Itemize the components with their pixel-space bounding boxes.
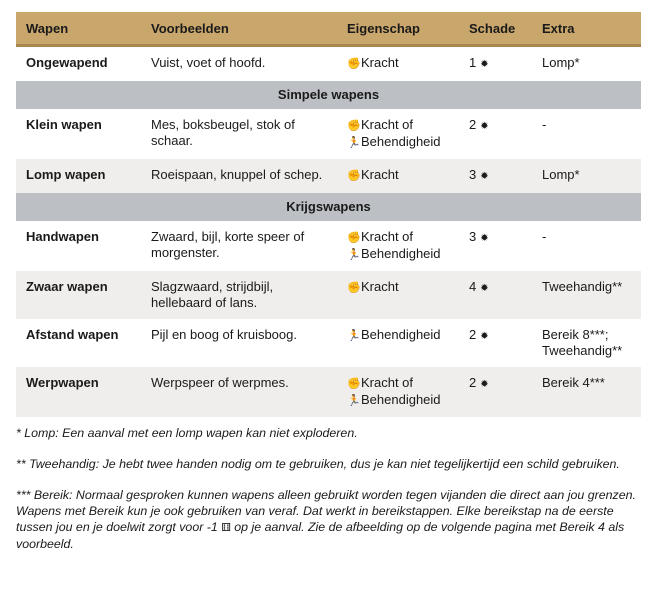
weapon-damage: 3 ✹ <box>459 221 532 271</box>
weapon-extra: Bereik 8***; Tweehandig** <box>532 319 641 367</box>
weapon-name: Lomp wapen <box>16 159 141 193</box>
footnote-tweehandig: ** Tweehandig: Je hebt twee handen nodig om te gebruiken, dus je kan niet tegelijkertijd een schild gebruiken. <box>16 457 620 471</box>
weapon-examples: Roeispaan, knuppel of schep. <box>141 159 337 193</box>
damage-splash-icon: ✹ <box>480 171 489 182</box>
damage-splash-icon: ✹ <box>480 283 489 294</box>
weapon-property: ✊Kracht of 🏃Behendigheid <box>337 109 459 159</box>
weapon-table-container <box>16 12 641 417</box>
fist-icon: ✊ <box>347 282 361 294</box>
header-extra: Extra <box>532 12 641 46</box>
table-row <box>16 221 641 271</box>
weapon-examples: Slagzwaard, strijdbijl, hellebaard of lans. <box>141 271 337 319</box>
weapon-name: Ongewapend <box>16 46 141 82</box>
weapon-examples: Mes, boksbeugel, stok of schaar. <box>141 109 337 159</box>
header-wapen: Wapen <box>16 12 141 46</box>
header-eigenschap: Eigenschap <box>337 12 459 46</box>
damage-splash-icon: ✹ <box>480 59 489 70</box>
fist-icon: ✊ <box>347 378 361 390</box>
damage-splash-icon: ✹ <box>480 121 489 132</box>
weapon-name: Zwaar wapen <box>16 271 141 319</box>
fist-icon: ✊ <box>347 232 361 244</box>
weapon-extra: Lomp* <box>532 159 641 193</box>
running-figure-icon: 🏃 <box>347 395 361 407</box>
weapon-property: 🏃Behendigheid <box>337 319 459 367</box>
weapon-examples: Vuist, voet of hoofd. <box>141 46 337 82</box>
weapon-damage: 2 ✹ <box>459 319 532 367</box>
weapon-damage: 3 ✹ <box>459 159 532 193</box>
weapon-extra: Lomp* <box>532 46 641 82</box>
table-header-row <box>16 12 641 46</box>
fist-icon: ✊ <box>347 58 361 70</box>
running-figure-icon: 🏃 <box>347 137 361 149</box>
running-figure-icon: 🏃 <box>347 330 361 342</box>
header-schade: Schade <box>459 12 532 46</box>
table-row <box>16 319 641 367</box>
table-row <box>16 159 641 193</box>
weapon-extra: - <box>532 221 641 271</box>
table-row <box>16 46 641 82</box>
weapon-damage: 2 ✹ <box>459 109 532 159</box>
section-title: Simpele wapens <box>16 81 641 109</box>
weapon-name: Klein wapen <box>16 109 141 159</box>
die-icon: ⚅ <box>221 522 231 534</box>
header-voorbeelden: Voorbeelden <box>141 12 337 46</box>
weapon-name: Werpwapen <box>16 367 141 417</box>
weapon-extra: Bereik 4*** <box>532 367 641 417</box>
weapon-name: Handwapen <box>16 221 141 271</box>
weapon-damage: 2 ✹ <box>459 367 532 417</box>
weapon-examples: Werpspeer of werpmes. <box>141 367 337 417</box>
fist-icon: ✊ <box>347 170 361 182</box>
damage-splash-icon: ✹ <box>480 379 489 390</box>
weapon-table <box>16 12 641 417</box>
table-row <box>16 109 641 159</box>
weapon-property: ✊Kracht <box>337 46 459 82</box>
weapon-examples: Zwaard, bijl, korte speer of morgenster. <box>141 221 337 271</box>
weapon-damage: 1 ✹ <box>459 46 532 82</box>
weapon-extra: - <box>532 109 641 159</box>
section-row-simple <box>16 81 641 109</box>
table-row <box>16 271 641 319</box>
table-row <box>16 367 641 417</box>
fist-icon: ✊ <box>347 120 361 132</box>
damage-splash-icon: ✹ <box>480 233 489 244</box>
footnote-lomp: * Lomp: Een aanval met een lomp wapen kan niet exploderen. <box>16 426 358 440</box>
section-title: Krijgswapens <box>16 193 641 221</box>
section-row-martial <box>16 193 641 221</box>
weapon-examples: Pijl en boog of kruisboog. <box>141 319 337 367</box>
weapon-extra: Tweehandig** <box>532 271 641 319</box>
weapon-name: Afstand wapen <box>16 319 141 367</box>
weapon-property: ✊Kracht of 🏃Behendigheid <box>337 221 459 271</box>
running-figure-icon: 🏃 <box>347 249 361 261</box>
damage-splash-icon: ✹ <box>480 331 489 342</box>
weapon-property: ✊Kracht of 🏃Behendigheid <box>337 367 459 417</box>
footnote-bereik: *** Bereik: Normaal gesproken kunnen wapens alleen gebruikt worden tegen vijanden die direct aan jou grenzen. Wapens met Bereik kun je ook gebruiken van veraf. Dat werkt in bereikstappen. Elke bereikstap na de eerste tussen jou en je doelwit zorgt voor -1 ⚅ op je aanval. Zie de afbeelding op de volgende pagina met Bereik 4 als voorbeeld. <box>16 488 636 551</box>
footnotes <box>16 425 641 567</box>
weapon-property: ✊Kracht <box>337 271 459 319</box>
weapon-damage: 4 ✹ <box>459 271 532 319</box>
weapon-property: ✊Kracht <box>337 159 459 193</box>
